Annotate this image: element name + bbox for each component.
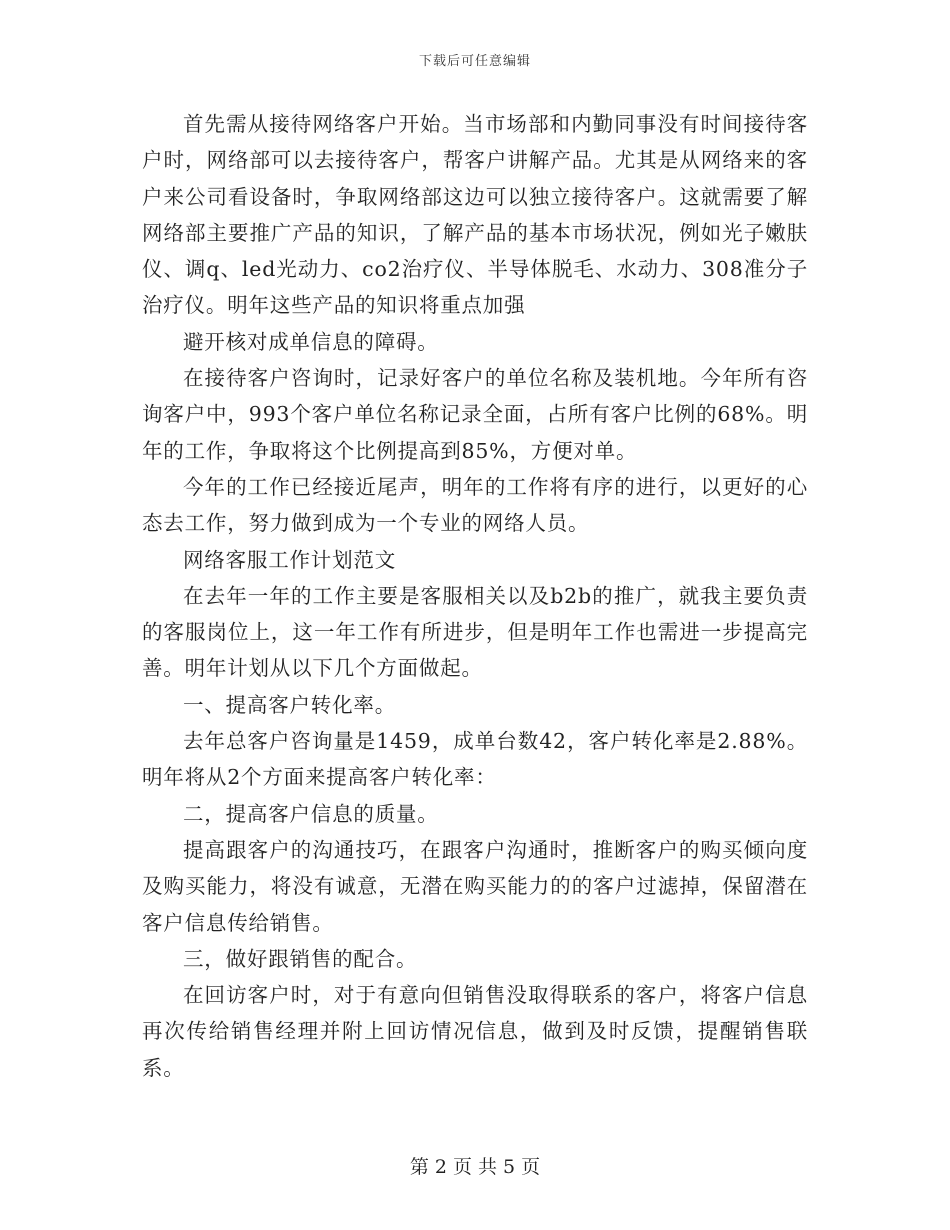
page-header: 下载后可任意编辑 xyxy=(418,54,531,69)
section-heading: 二，提高客户信息的质量。 xyxy=(183,801,439,826)
paragraph: 在回访客户时，对于有意向但销售没取得联系的客户，将客户信息再次传给销售经理并附上回访情况信息，做到及时反馈，提醒销售联系。 xyxy=(142,983,808,1080)
section-heading: 一、提高客户转化率。 xyxy=(183,692,396,717)
paragraph: 去年总客户咨询量是1459，成单台数42，客户转化率是2.88%。明年将从2个方面来提高客户转化率： xyxy=(142,729,808,790)
paragraph: 在去年一年的工作主要是客服相关以及b2b的推广，就我主要负责的客服岗位上，这一年工作有所进步，但是明年工作也需进一步提高完善。明年计划从以下几个方面做起。 xyxy=(142,583,808,681)
page-footer xyxy=(0,1152,950,1179)
paragraph: 首先需从接待网络客户开始。当市场部和内勤同事没有时间接待客户时，网络部可以去接待客户，帮客户讲解产品。尤其是从网络来的客户来公司看设备时，争取网络部这边可以独立接待客户。这就需要了解网络部主要推广产品的知识，了解产品的基本市场状况，例如光子嫩肤仪、调q、led光动力、co2治疗仪、半导体脱毛、水动力、308准分子治疗仪。明年这些产品的知识将重点加强 xyxy=(142,112,808,318)
paragraph: 今年的工作已经接近尾声，明年的工作将有序的进行，以更好的心态去工作，努力做到成为一个专业的网络人员。 xyxy=(142,474,808,536)
paragraph: 提高跟客户的沟通技巧，在跟客户沟通时，推断客户的购买倾向度及购买能力，将没有诚意，无潜在购买能力的的客户过滤掉，保留潜在客户信息传给销售。 xyxy=(142,837,808,935)
section-heading: 网络客服工作计划范文 xyxy=(183,547,396,572)
document-body xyxy=(142,106,808,1086)
section-heading: 三，做好跟销售的配合。 xyxy=(183,946,418,971)
paragraph: 避开核对成单信息的障碍。 xyxy=(183,329,439,354)
paragraph: 在接待客户咨询时，记录好客户的单位名称及装机地。今年所有咨询客户中，993个客户单位名称记录全面，占所有客户比例的68%。明年的工作，争取将这个比例提高到85%，方便对单。 xyxy=(142,366,808,463)
page-number: 第 2 页 共 5 页 xyxy=(409,1156,541,1178)
